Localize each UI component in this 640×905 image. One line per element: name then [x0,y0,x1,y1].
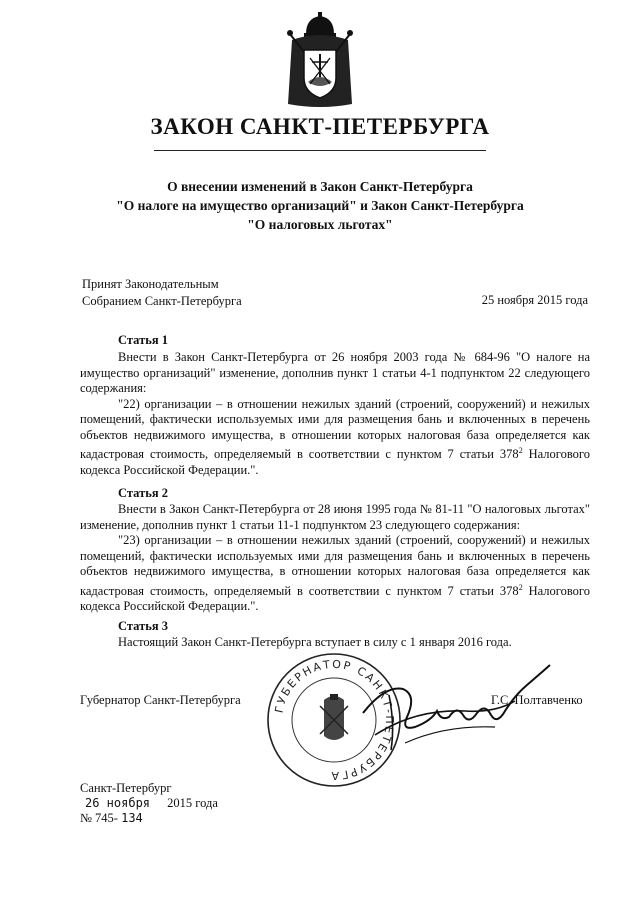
article-2-body: "23) организации – в отношении нежилых зданий (строений, сооружений) и нежилых помещений, фактически используемых ими для размещения бань и включенных в перечень объектов недвижимого имущества, в отношении которых налоговая база определяется как кадастровая стоимость, определяемый в соответствии с пунктом 7 статьи $378^2$ Налогового кодекса Российской Федерации.". [80,533,590,614]
article-2-text [80,502,590,615]
superscript: 2 [518,582,523,592]
handwritten-signature [345,655,560,765]
subtitle-line: "О налоге на имущество организаций" и Закон Санкт-Петербурга [116,198,524,213]
governor-position: Губернатор Санкт-Петербурга [80,693,241,707]
adopted-by [82,276,242,310]
article-2-heading: Статья 2 [118,486,168,500]
number-value: 134 [121,811,143,825]
adopted-date: 25 ноября 2015 года [481,293,588,307]
law-subtitle [0,177,640,234]
number-prefix: № 745- [80,811,118,825]
law-title: ЗАКОН САНКТ-ПЕТЕРБУРГА [150,114,490,139]
article-1-heading: Статья 1 [118,333,168,347]
article-2-intro: Внести в Закон Санкт-Петербурга от 28 июня 1995 года № 81-11 "О налоговых льготах" изменение, дополнив пункт 1 статьи 11-1 подпунктом 23 следующего содержания: [80,502,590,532]
governor-name: Г.С. Полтавченко [491,693,583,707]
coat-of-arms-emblem [282,12,358,110]
subtitle-line: "О налоговых льготах" [247,217,393,232]
adopted-line: Собранием Санкт-Петербурга [82,294,242,308]
title-underline [154,150,486,151]
superscript: 2 [518,446,523,455]
date-year: 2015 года [167,796,218,810]
svg-text:ГУБЕРНАТОР САНКТ-ПЕТЕРБУРГА: ГУБЕРНАТОР САНКТ-ПЕТЕРБУРГА [272,657,397,783]
law-number [80,811,143,826]
date-day-month: 26 ноября [85,796,151,810]
article-3-heading: Статья 3 [118,619,168,633]
subtitle-line: О внесении изменений в Закон Санкт-Петербурга [167,179,473,194]
adopted-line: Принят Законодательным [82,277,219,291]
signing-city: Санкт-Петербург [80,781,172,795]
article-3-text: Настоящий Закон Санкт-Петербурга вступает в силу с 1 января 2016 года. [118,635,512,649]
signing-date [80,796,218,811]
article-1-text [80,350,590,478]
article-1-body: "22) организации – в отношении нежилых зданий (строений, сооружений) и нежилых помещений, фактически используемых ими для размещения бань и включенных в перечень объектов недвижимого имущества, в отношении которых налоговая база определяется как кадастровая стоимость, определяемый в соответствии с пунктом 7 статьи $378^2$ Налогового кодекса Российской Федерации.". [80,396,590,477]
article-1-intro: Внести в Закон Санкт-Петербурга от 26 ноября 2003 года № 684-96 "О налоге на имущество организаций" изменение, дополнив пункт 1 статьи 4-1 подпунктом 22 следующего содержания: [80,350,590,395]
